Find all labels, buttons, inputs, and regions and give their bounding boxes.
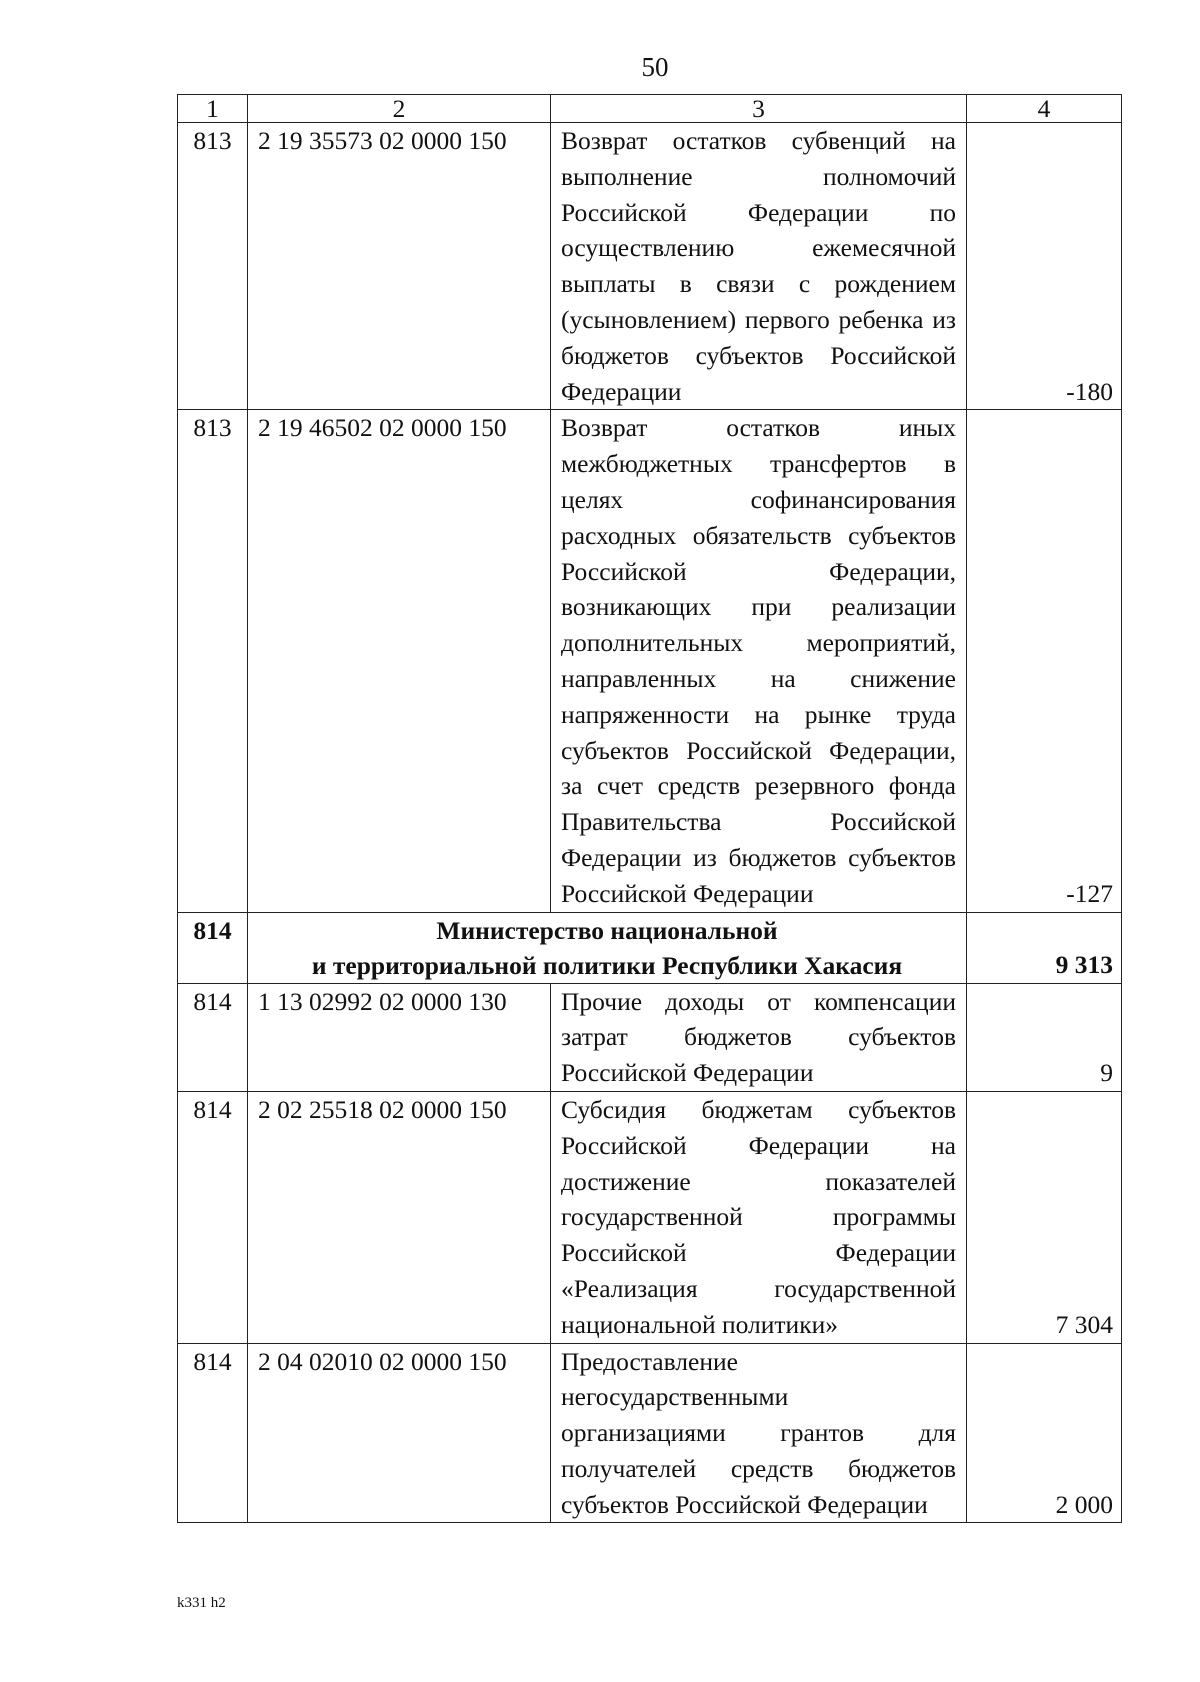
column-number: 4 [967,95,1122,123]
budget-code-cell: 2 04 02010 02 0000 150 [248,1343,551,1523]
admin-code-cell: 814 [178,983,248,1091]
budget-table [177,94,1122,1523]
budget-code-cell: 1 13 02992 02 0000 130 [248,983,551,1091]
admin-code-cell: 813 [178,123,248,410]
amount-cell: 2 000 [967,1343,1122,1523]
table-row [178,983,1122,1091]
table-row [178,410,1122,912]
description-cell: Прочие доходы от компенсации затрат бюджетов субъектов Российской Федерации [551,983,967,1091]
budget-code-cell: 2 19 46502 02 0000 150 [248,410,551,912]
budget-code-cell: 2 02 25518 02 0000 150 [248,1091,551,1343]
column-number-row [178,95,1122,123]
section-title [248,912,967,983]
description-cell: Субсидия бюджетам субъектов Российской Федерации на достижение показателей государственной программы Российской Федерации «Реализация государственной национальной политики» [551,1091,967,1343]
admin-code-cell: 814 [178,1343,248,1523]
amount-cell: -127 [967,410,1122,912]
amount-cell: -180 [967,123,1122,410]
amount-cell: 9 [967,983,1122,1091]
description-cell: Возврат остатков субвенций на выполнение полномочий Российской Федерации по осуществлению ежемесячной выплаты в связи с рождением (усыновлением) первого ребенка из бюджетов субъектов Российской Федерации [551,123,967,410]
admin-code-cell: 814 [178,1091,248,1343]
column-number: 2 [248,95,551,123]
page-number: 50 [641,52,669,82]
column-number: 3 [551,95,967,123]
table-row [178,1343,1122,1523]
document-footer-code: k331 h2 [177,1595,226,1611]
table-row [178,123,1122,410]
section-admin-code: 814 [178,912,248,983]
admin-code-cell: 813 [178,410,248,912]
section-total-amount: 9 313 [967,912,1122,983]
amount-cell: 7 304 [967,1091,1122,1343]
description-cell: Предоставление негосударственными организациями грантов для получателей средств бюджетов субъектов Российской Федерации [551,1343,967,1523]
column-number: 1 [178,95,248,123]
table-row [178,1091,1122,1343]
section-header-row [178,912,1122,983]
description-cell: Возврат остатков иных межбюджетных трансфертов в целях софинансирования расходных обязательств субъектов Российской Федерации, возникающих при реализации дополнительных мероприятий, направленных на снижение напряженности на рынке труда субъектов Российской Федерации, за счет средств резервного фонда Правительства Российской Федерации из бюджетов субъектов Российской Федерации [551,410,967,912]
section-title-line1: Министерство национальной [436,915,778,945]
section-title-line2: и территориальной политики Республики Хакасия [311,950,903,980]
budget-code-cell: 2 19 35573 02 0000 150 [248,123,551,410]
